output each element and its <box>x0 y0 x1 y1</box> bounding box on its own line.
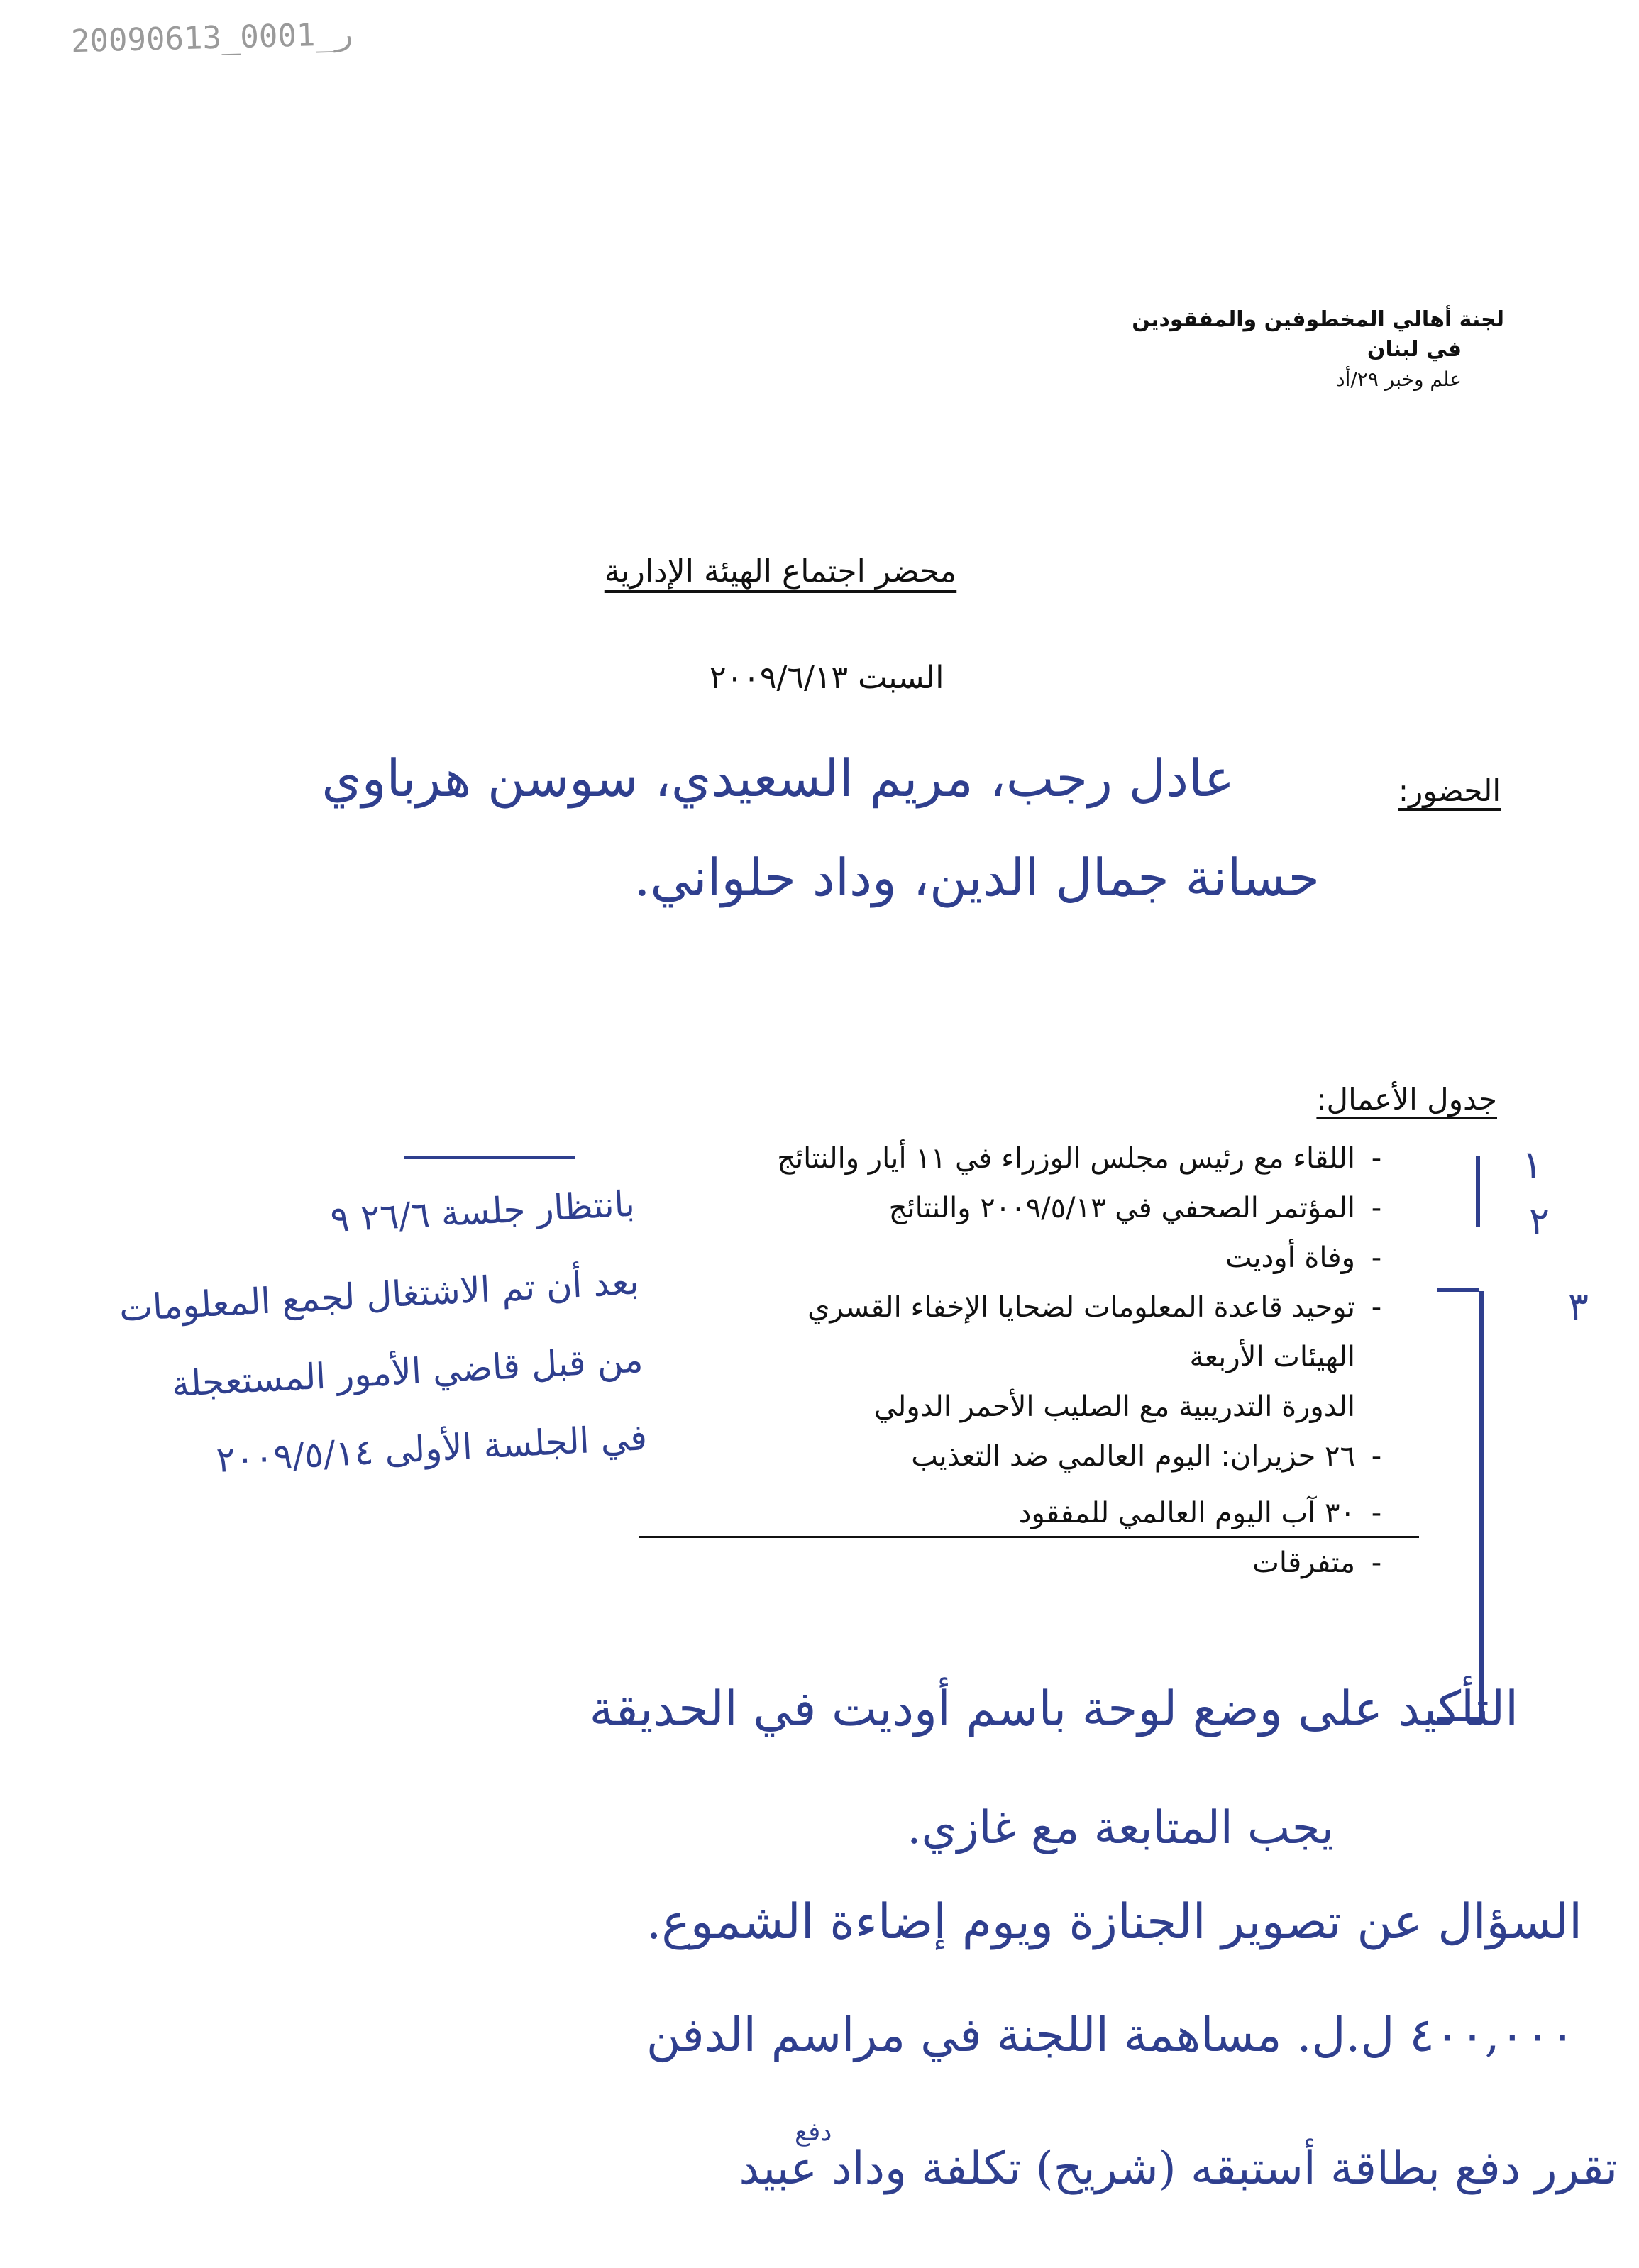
agenda-item <box>889 1192 1398 1224</box>
margin-number-2: ٢ <box>1529 1199 1550 1244</box>
pen-stroke <box>404 1156 575 1159</box>
handwritten-note-4: ٤٠٠,٠٠٠ ل.ل. مساهمة اللجنة في مراسم الدفن <box>646 2008 1575 2062</box>
agenda-item <box>1189 1341 1398 1373</box>
agenda-dash: - <box>1371 1497 1382 1529</box>
agenda-label-text: جدول الأعمال: <box>1316 1082 1497 1117</box>
attendance-names-line1: عادل رجب، مريم السعيدي، سوسن هرباوي <box>321 748 1235 808</box>
document-title-text: محضر اجتماع الهيئة الإدارية <box>604 553 957 590</box>
document-title <box>0 553 1561 590</box>
handwritten-note-2: يجب المتابعة مع غازي. <box>907 1802 1334 1854</box>
agenda-dash: - <box>1371 1547 1382 1579</box>
agenda-item <box>777 1142 1398 1175</box>
agenda-item-text: ٣٠ آب اليوم العالمي للمفقود <box>1018 1497 1355 1529</box>
org-name-line1: لجنة أهالي المخطوفين والمفقودين <box>1132 307 1504 332</box>
attendance-label <box>1398 773 1501 808</box>
agenda-item-text: المؤتمر الصحفي في ٢٠٠٩/٥/١٣ والنتائج <box>888 1192 1355 1224</box>
agenda-item <box>911 1440 1398 1473</box>
agenda-item <box>1019 1497 1398 1529</box>
agenda-item-text: اللقاء مع رئيس مجلس الوزراء في ١١ أيار والنتائج <box>777 1142 1355 1175</box>
attendance-label-text: الحضور: <box>1398 773 1501 808</box>
agenda-item <box>807 1291 1398 1324</box>
agenda-dash: - <box>1371 1241 1382 1274</box>
margin-mark-1 <box>1476 1156 1480 1227</box>
agenda-dash: - <box>1371 1142 1382 1175</box>
agenda-underline <box>639 1536 1419 1538</box>
agenda-item <box>1252 1547 1398 1579</box>
agenda-dash: - <box>1371 1291 1382 1324</box>
agenda-item-text: توحيد قاعدة المعلومات لضحايا الإخفاء القسري <box>807 1291 1355 1324</box>
attendance-names-line2: حسانة جمال الدين، وداد حلواني. <box>634 848 1320 907</box>
agenda-label <box>1316 1082 1497 1117</box>
margin-bracket <box>1479 1291 1484 1717</box>
margin-bracket-top <box>1437 1288 1479 1292</box>
agenda-item-text: وفاة أوديت <box>1225 1241 1355 1274</box>
left-note-line1: بانتظار جلسة ٢٦/٦ ٩ <box>329 1183 636 1241</box>
left-note-line4: في الجلسة الأولى ٢٠٠٩/٥/١٤ <box>215 1417 649 1481</box>
left-note <box>29 1134 649 1481</box>
org-reference: علم وخبر ٢٩/أد <box>1336 367 1462 391</box>
org-name-line2: في لبنان <box>1367 337 1462 362</box>
agenda-dash: - <box>1371 1440 1382 1473</box>
margin-number-1: ١ <box>1522 1142 1543 1187</box>
agenda-item-text: الدورة التدريبية مع الصليب الأحمر الدولي <box>873 1390 1355 1423</box>
agenda-item-text: ٢٦ حزيران: اليوم العالمي ضد التعذيب <box>911 1440 1355 1473</box>
agenda-item <box>874 1390 1398 1423</box>
agenda-item-text: متفرقات <box>1252 1547 1355 1579</box>
agenda-item-text: الهيئات الأربعة <box>1189 1341 1355 1373</box>
handwritten-superscript: دفع <box>795 2118 832 2147</box>
handwritten-note-1: التأكيد على وضع لوحة باسم أوديت في الحديقة <box>589 1681 1518 1737</box>
handwritten-note-5: تقرر دفع بطاقة أستبقه (شريح) تكلفة وداد عبيد <box>739 2142 1618 2195</box>
agenda-dash: - <box>1371 1192 1382 1224</box>
archive-stamp: 20090613_0001_ر <box>70 16 353 60</box>
organization-header <box>1132 305 1504 394</box>
agenda-item <box>1225 1241 1398 1274</box>
meeting-date: السبت ٢٠٠٩/٦/١٣ <box>710 660 944 696</box>
left-note-line2: بعد أن تم الاشتغال لجمع المعلومات <box>118 1261 640 1329</box>
margin-number-3: ٣ <box>1568 1284 1589 1329</box>
left-note-line3: من قبل قاضي الأمور المستعجلة <box>170 1339 644 1405</box>
handwritten-note-3: السؤال عن تصوير الجنازة ويوم إضاءة الشموع. <box>646 1894 1582 1950</box>
